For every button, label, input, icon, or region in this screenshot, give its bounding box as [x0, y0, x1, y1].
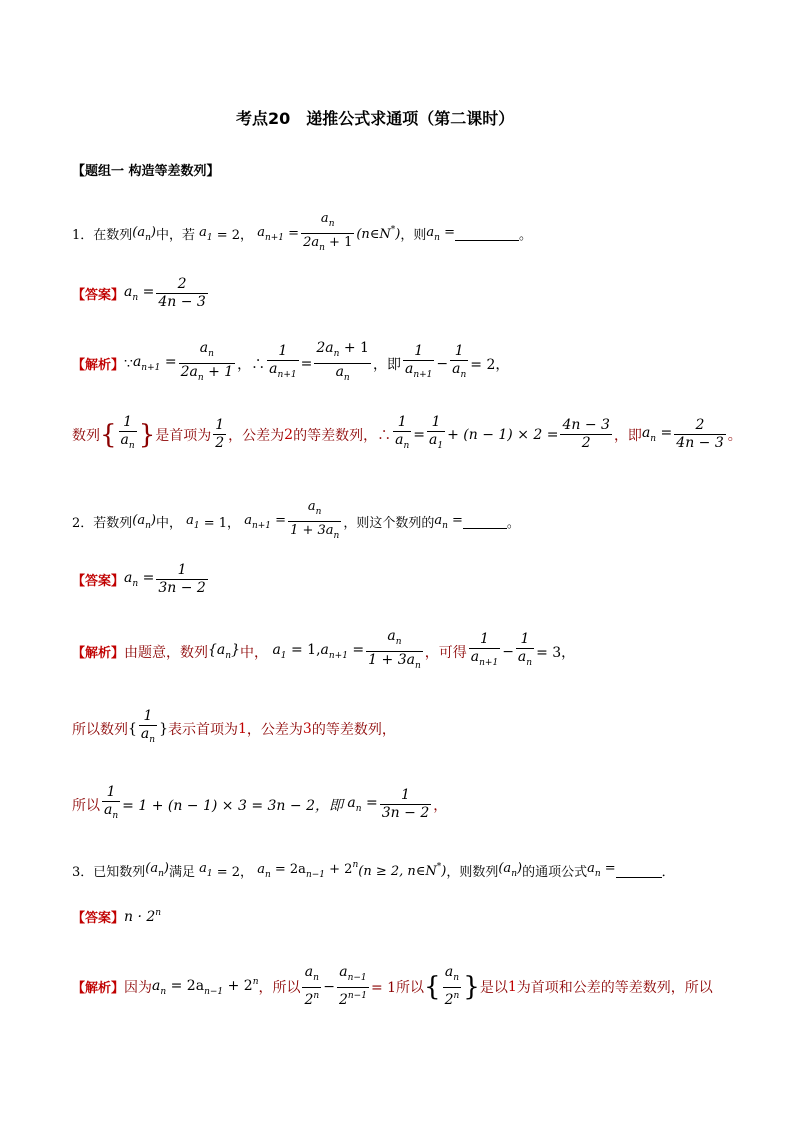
group-heading: 【题组一 构造等差数列】 — [72, 164, 220, 179]
page-title: 考点20 递推公式求通项（第二课时） — [236, 109, 515, 128]
answer-3: 【答案】 $n \cdot 2^n$ — [72, 908, 162, 926]
analysis-2-line-3: 所以 $\frac{1}{a_n}$ = 1 + (n − 1) × 3 = 3n − 2，即 $a_n$ = $\frac{1}{3n - 2}$ ， — [72, 784, 448, 821]
analysis-2-line-2: 所以数列 { $\frac{1}{a_n}$ } 表示首项为 1 ，公差为 3 的等差数列， — [72, 708, 396, 745]
answer-blank-1 — [455, 226, 519, 241]
answer-2: 【答案】 $a_n$ = $\frac{1}{3n - 2}$ — [72, 562, 206, 596]
question-2: 2．若数列 $(a_n)$ 中， $a_1$ = 1， $a_{n+1}$ = $\frac{a_n}{1 + 3a_n}$ ，则这个数列的 $a_n$ = 。 — [72, 499, 520, 541]
analysis-1-line-2: 数列 { $\frac{1}{a_n}$ } 是首项为 $\frac{1}{2}$ ，公差为 2 的等差数列，∴ $\frac{1}{a_n}$ = $\frac{1}{a_1}$ + (n − 1) × 2 = $\frac{4n - 3}{2}$ ，即 $a_n$ = $\frac{2}{4n - 3}$ 。 — [72, 414, 742, 451]
answer-1: 【答案】 $a_n$ = $\frac{2}{4n - 3}$ — [72, 276, 206, 310]
analysis-1-line-1: 【解析】 ∵ $a_{n+1}$ = $\frac{a_n}{2a_n + 1}$ ，∴ $\frac{1}{a_{n+1}}$ = $\frac{2a_n + 1}{a_n}$ ，即 $\frac{1}{a_{n+1}}$ − $\frac{1}{a_n}$ = 2， — [72, 340, 510, 383]
answer-blank-2 — [463, 514, 507, 529]
answer-blank-3 — [616, 863, 662, 878]
question-3: 3．已知数列 $(a_n)$ 满足 $a_1$ = 2， $a_n = 2a_{n-1} + 2^n$ (n ≥ 2, n∈N*) ，则数列 $(a_n)$ 的通项公式 $a_n$ = ． — [72, 860, 675, 880]
question-1: 1．在数列 $(a_n)$ 中，若 $a_1$ = 2， $a_{n+1}$ = $\frac{a_n}{2a_n + 1}$ (n∈N*) ，则 $a_n$ = 。 — [72, 211, 532, 253]
analysis-3: 【解析】 因为 $a_n = 2a_{n-1} + 2^n$ ，所以 $\frac{a_n}{2^n}$ − $\frac{a_{n-1}}{2^{n-1}}$ = 1所以 { $\frac{a_n}{2^n}$ } 是以 1 为首项和公差的等差数列，所以 — [72, 964, 713, 1008]
analysis-2-line-1: 【解析】 由题意，数列 $\{a_n\}$ 中， $a_1 = 1,a_{n+1}$ = $\frac{a_n}{1 + 3a_n}$ ，可得 $\frac{1}{a_{n+1}}$ − $\frac{1}{a_n}$ = 3， — [72, 628, 576, 671]
